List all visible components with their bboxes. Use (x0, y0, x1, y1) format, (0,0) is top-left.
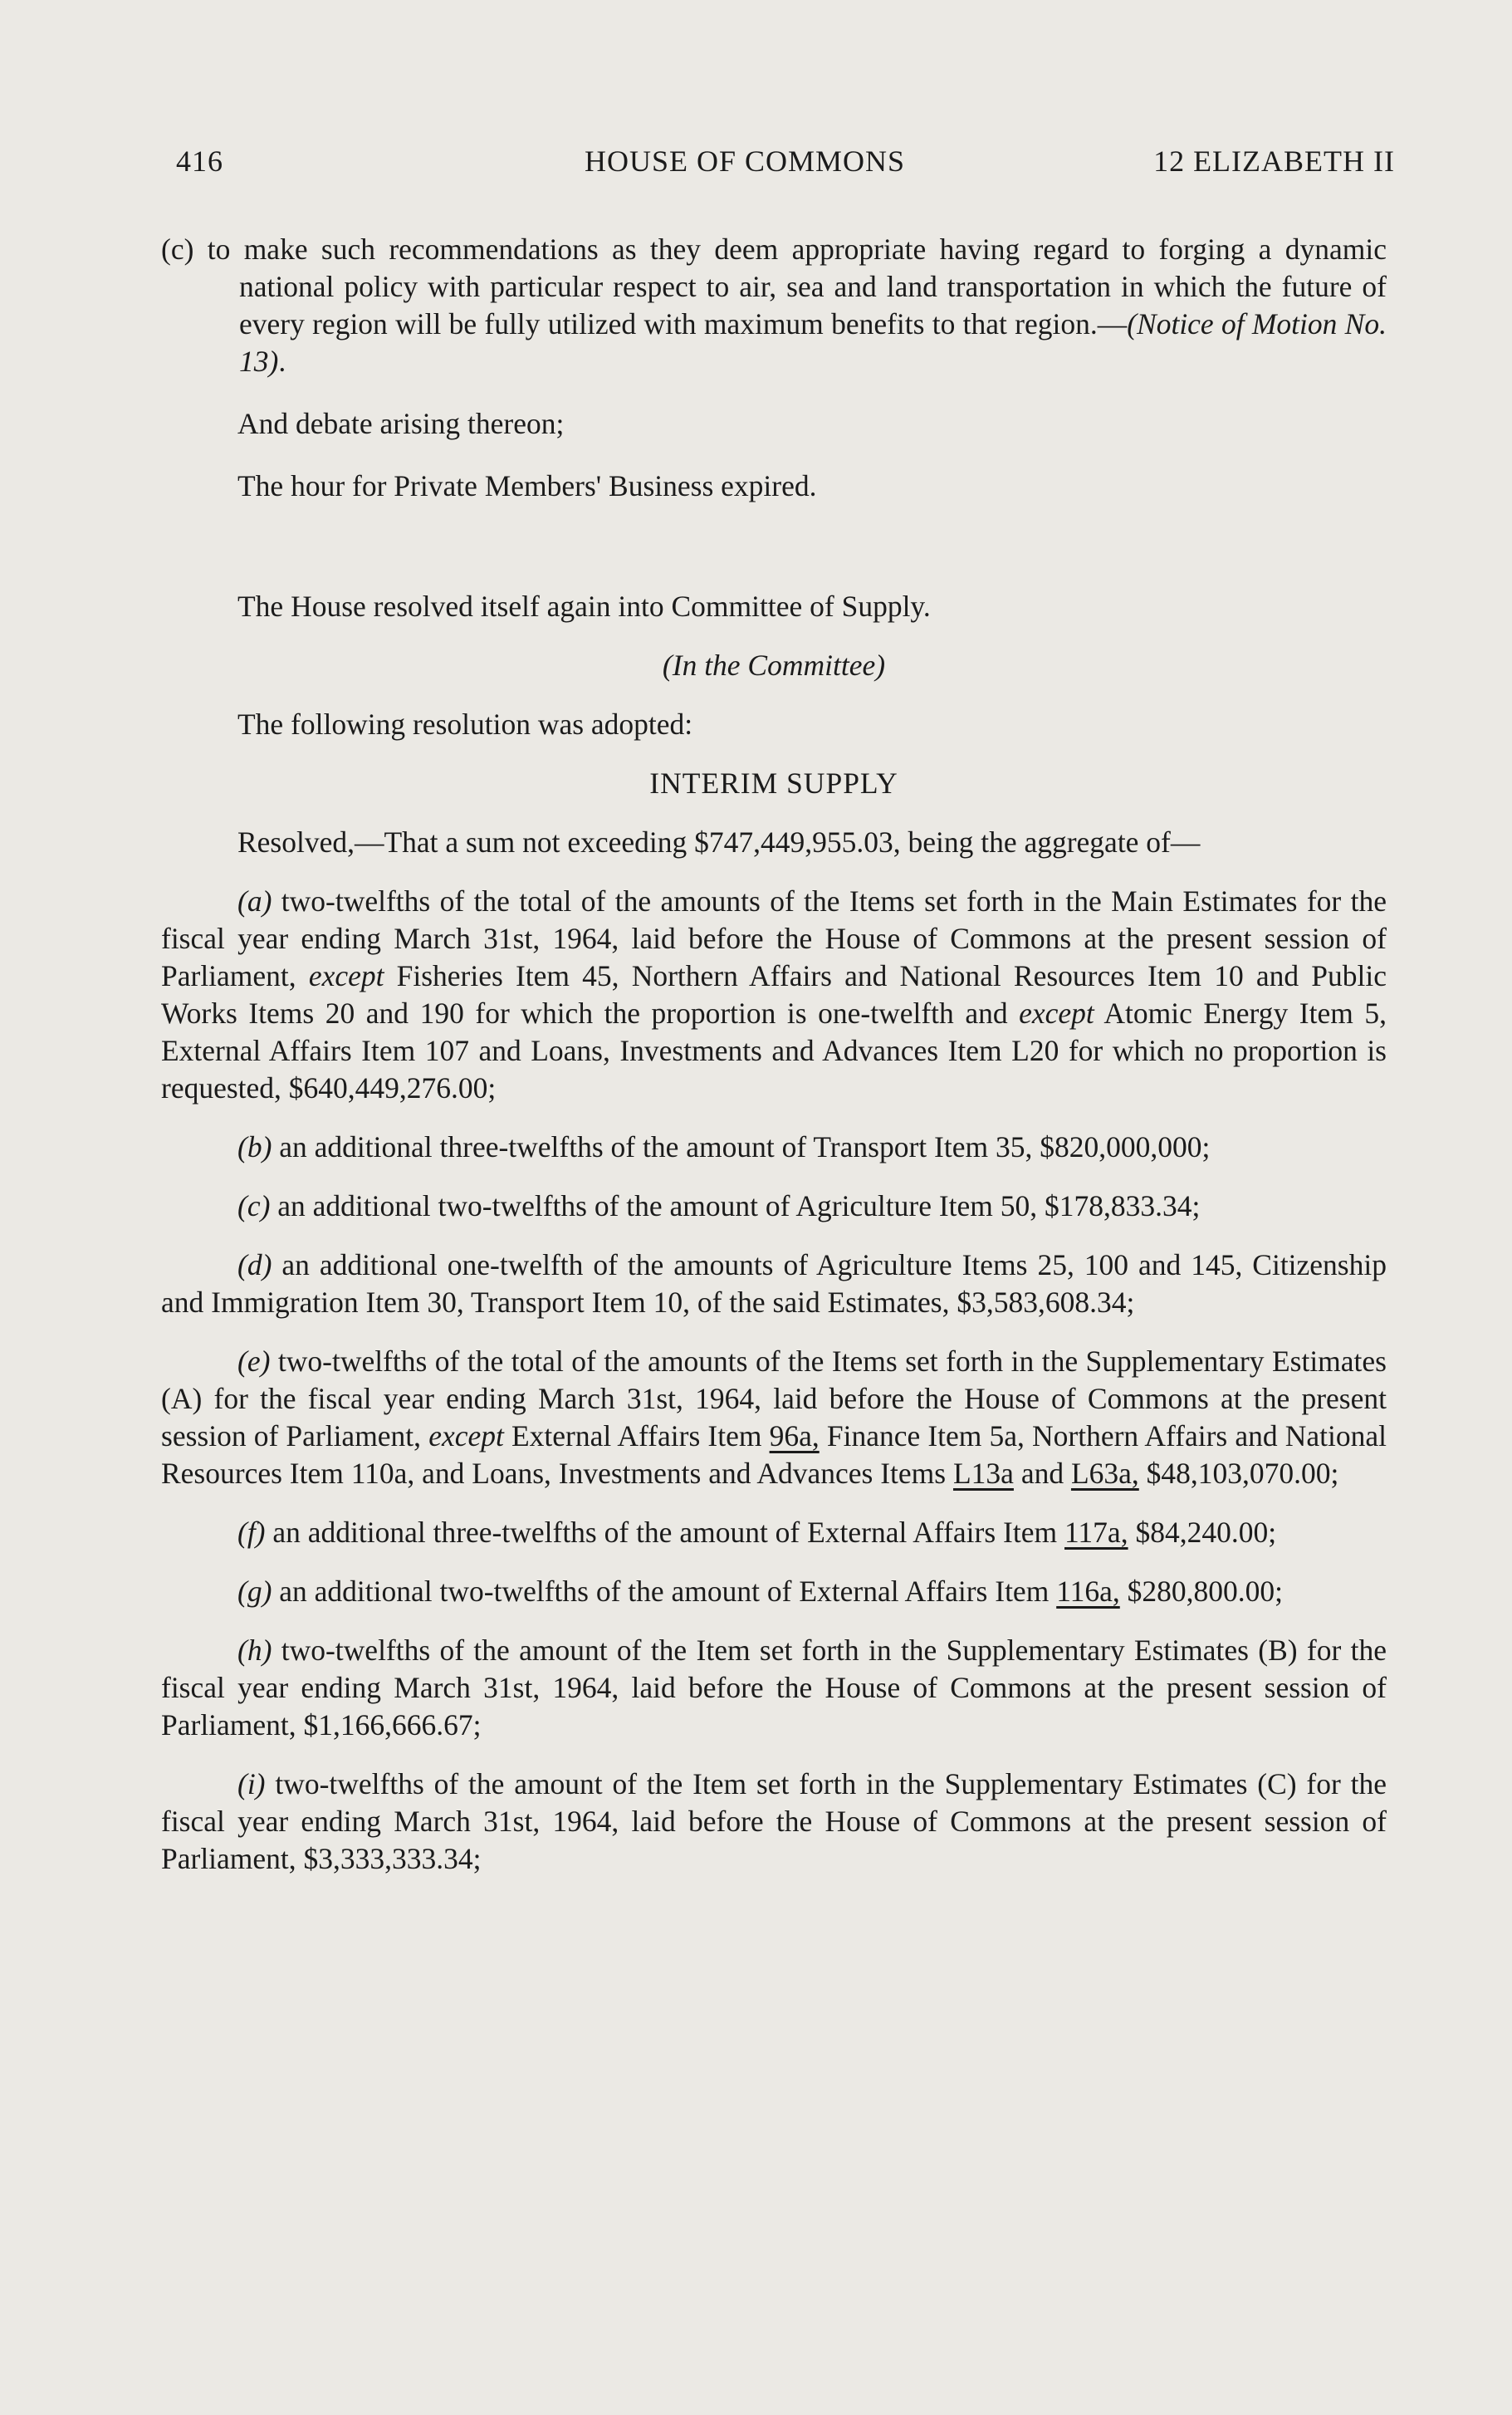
item-c (161, 1188, 1387, 1225)
item-e-underline-2: L13a (952, 1457, 1014, 1490)
item-e-except: except (428, 1419, 504, 1452)
item-c-item-label: (c) (237, 1189, 271, 1222)
item-g (161, 1573, 1387, 1610)
item-g-text-2: $280,800.00; (1119, 1575, 1284, 1608)
item-a-label: (a) (237, 884, 272, 918)
item-e (161, 1343, 1387, 1492)
item-c-end: . (278, 345, 286, 378)
in-committee (161, 647, 1387, 684)
item-e-text-1: two-twelfths of the total of the amounts of the Items set forth in the Supplementary Estimates (A) for the fiscal year ending March 31st, 1964, laid before the House of Commons at the present session of Parliament, (161, 1345, 1387, 1452)
item-a (161, 883, 1387, 1107)
item-d-label: (d) (237, 1248, 272, 1281)
item-f-label: (f) (237, 1516, 266, 1549)
item-e-text-5: $48,103,070.00; (1138, 1457, 1339, 1490)
item-a-text-1: two-twelfths of the total of the amounts of the Items set forth in the Main Estimates for the fiscal year ending March 31st, 1964, laid before the House of Commons at the present session of Parliament, (161, 884, 1387, 992)
item-e-text-3: Finance Item 5a, Northern Affairs and National Resources Item 110a, and Loans, Investments and Advances Items (161, 1419, 1387, 1490)
item-d-text: an additional one-twelfth of the amounts of Agriculture Items 25, 100 and 145, Citizenship and Immigration Item 30, Transport Item 10, of the said Estimates, $3,583,608.34; (161, 1248, 1387, 1319)
page-body (161, 231, 1387, 1878)
running-title: HOUSE OF COMMONS (585, 145, 906, 178)
item-c-item-text: an additional two-twelfths of the amount of Agriculture Item 50, $178,833.34; (270, 1189, 1201, 1222)
item-a-except-2: except (1019, 997, 1094, 1030)
item-h (161, 1632, 1387, 1744)
item-g-label: (g) (237, 1575, 272, 1608)
hour-expired: The hour for Private Members' Business expired. (237, 469, 817, 502)
item-c-label: (c) (161, 233, 194, 266)
item-h-label: (h) (237, 1634, 272, 1667)
item-i-label: (i) (237, 1767, 266, 1800)
item-e-text-4: and (1013, 1457, 1071, 1490)
item-g-underline: 116a, (1056, 1575, 1120, 1608)
section-heading: INTERIM SUPPLY (649, 767, 898, 800)
item-e-label: (e) (237, 1345, 271, 1378)
page-header (158, 137, 1395, 179)
page-number: 416 (176, 145, 223, 178)
item-b-label: (b) (237, 1130, 272, 1163)
item-f-underline: 117a, (1064, 1516, 1128, 1549)
resolution-text: Resolved,—That a sum not exceeding $747,449,955.03, being the aggregate of— (237, 825, 1201, 859)
item-a-text-3: Atomic Energy Item 5, External Affairs Item 107 and Loans, Investments and Advances Item L20 for which no proportion is requested, $640,449,276.00; (161, 997, 1387, 1105)
item-f-text-2: $84,240.00; (1128, 1516, 1277, 1549)
item-g-text-1: an additional two-twelfths of the amount of External Affairs Item (272, 1575, 1057, 1608)
item-e-text-2: External Affairs Item (503, 1419, 770, 1452)
item-a-text-2: Fisheries Item 45, Northern Affairs and National Resources Item 10 and Public Works Items 20 and 190 for which the proportion is one-twelfth and (161, 959, 1387, 1030)
item-f (161, 1514, 1387, 1551)
committee-resolved: The House resolved itself again into Committee of Supply. (237, 590, 931, 623)
debate-line: And debate arising thereon; (237, 407, 565, 440)
item-e-underline-3: L63a, (1070, 1457, 1139, 1490)
item-i (161, 1766, 1387, 1878)
item-c-motion (161, 231, 1387, 380)
item-e-underline-1: 96a, (769, 1419, 820, 1452)
resolution-adopted: The following resolution was adopted: (237, 708, 693, 741)
in-committee-text: (In the Committee) (662, 649, 886, 682)
item-b (161, 1129, 1387, 1166)
item-a-except-1: except (308, 959, 384, 992)
item-b-text: an additional three-twelfths of the amount of Transport Item 35, $820,000,000; (272, 1130, 1211, 1163)
item-i-text: two-twelfths of the amount of the Item set forth in the Supplementary Estimates (C) for the fiscal year ending March 31st, 1964, laid before the House of Commons at the present session of Parliament, $3,333,333.34; (161, 1767, 1387, 1875)
item-d (161, 1247, 1387, 1321)
regnal-year: 12 ELIZABETH II (1153, 145, 1395, 178)
item-c-text: to make such recommendations as they deem appropriate having regard to forging a dynamic national policy with particular respect to air, sea and land transportation in which the future of every region will be fully utilized with maximum benefits to that region.— (207, 233, 1387, 340)
item-h-text: two-twelfths of the amount of the Item set forth in the Supplementary Estimates (B) for the fiscal year ending March 31st, 1964, laid before the House of Commons at the present session of Parliament, $1,166,666.67; (161, 1634, 1387, 1741)
item-c-note: (Notice of Motion No. 13) (239, 307, 1387, 378)
item-f-text-1: an additional three-twelfths of the amount of External Affairs Item (265, 1516, 1064, 1549)
